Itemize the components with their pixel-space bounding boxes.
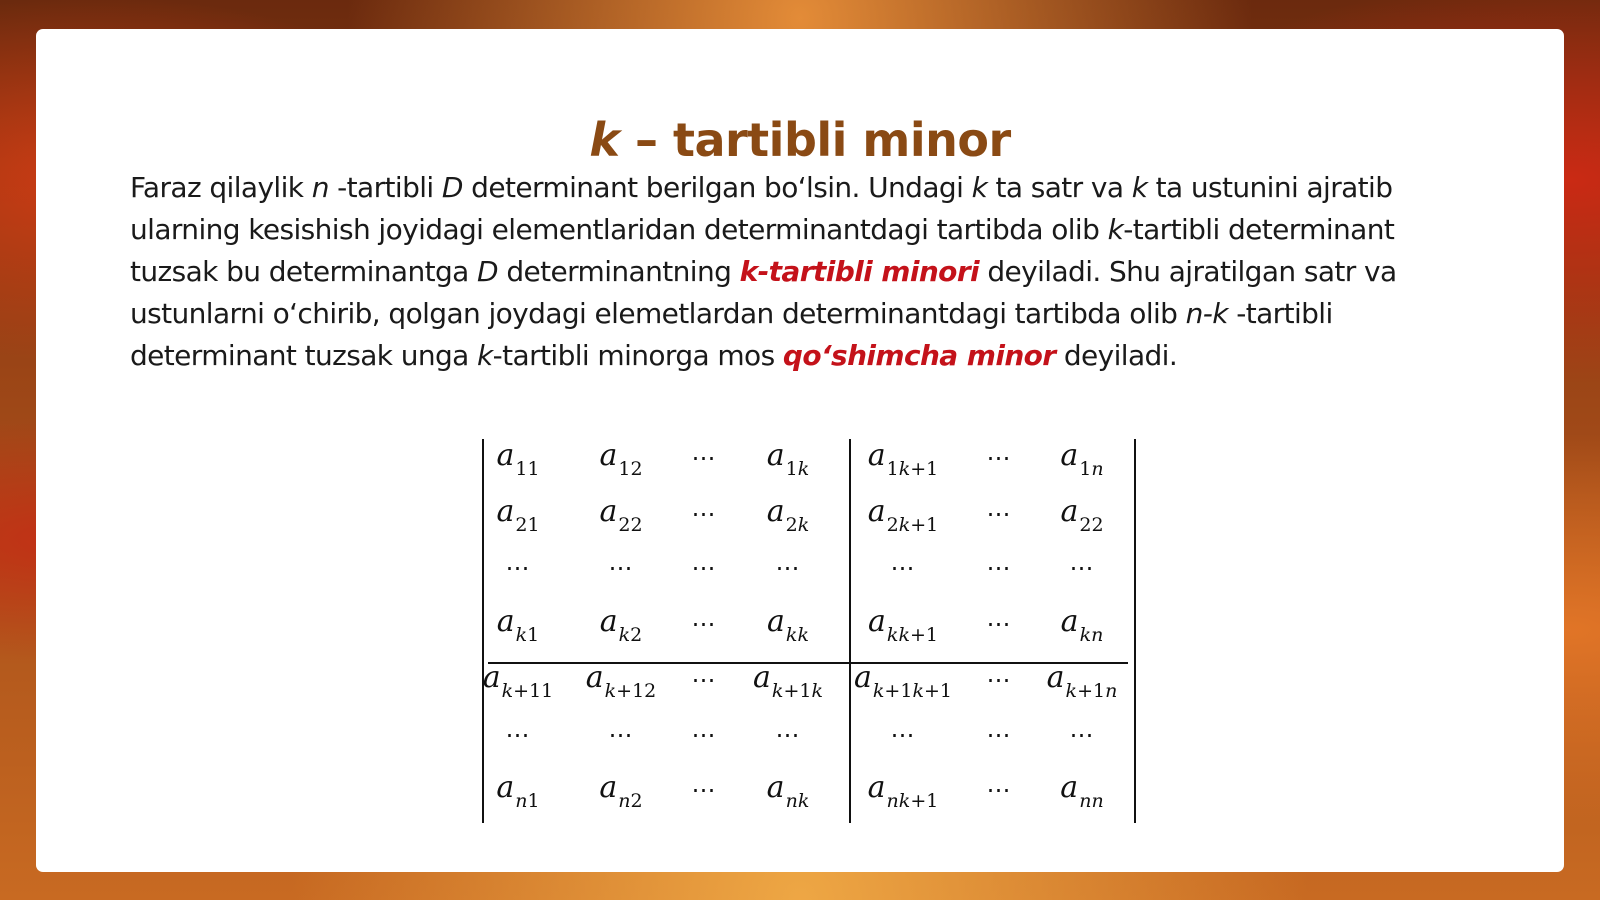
element-subscript: nk xyxy=(785,790,810,812)
element-subscript: k2 xyxy=(618,624,643,646)
slide-card xyxy=(36,29,1564,872)
element-symbol: a xyxy=(867,438,886,473)
ellipsis-cell xyxy=(776,720,801,750)
element-subscript: kk xyxy=(785,624,809,646)
determinant-right-bar xyxy=(1134,439,1136,823)
math-variable: n xyxy=(311,171,329,204)
ellipsis-cell xyxy=(692,499,717,529)
matrix-element xyxy=(867,770,939,812)
element-symbol: a xyxy=(585,660,604,695)
ellipsis-cell xyxy=(609,553,634,583)
element-symbol: ⋯ xyxy=(608,721,634,749)
element-subscript: nk+1 xyxy=(886,790,939,812)
paragraph-line xyxy=(130,209,1510,251)
minor-vertical-separator xyxy=(849,439,851,823)
element-symbol: ⋯ xyxy=(890,554,916,582)
element-subscript: k+1k xyxy=(771,680,823,702)
element-symbol: a xyxy=(496,494,515,529)
element-subscript: 2k+1 xyxy=(886,514,939,536)
element-subscript: k+1k+1 xyxy=(872,680,952,702)
paragraph-text: -tartibli xyxy=(328,171,442,204)
element-symbol: a xyxy=(599,770,618,805)
matrix-element xyxy=(854,660,952,702)
element-symbol: ⋯ xyxy=(986,666,1012,694)
math-variable: k xyxy=(1131,171,1148,204)
element-symbol: ⋯ xyxy=(691,776,717,804)
element-symbol: ⋯ xyxy=(986,444,1012,472)
paragraph-text: -tartibli xyxy=(1227,297,1333,330)
element-symbol: ⋯ xyxy=(691,610,717,638)
element-symbol: ⋯ xyxy=(691,721,717,749)
element-subscript: n2 xyxy=(618,790,643,812)
matrix-element xyxy=(585,660,657,702)
paragraph-line xyxy=(130,251,1510,293)
element-symbol: ⋯ xyxy=(775,554,801,582)
element-symbol: a xyxy=(867,494,886,529)
matrix-element xyxy=(1060,770,1104,812)
element-symbol: a xyxy=(867,770,886,805)
ellipsis-cell xyxy=(692,665,717,695)
element-symbol: a xyxy=(766,770,785,805)
element-subscript: k+11 xyxy=(501,680,554,702)
element-subscript: 11 xyxy=(515,458,540,480)
element-symbol: a xyxy=(854,660,872,695)
matrix-element xyxy=(496,604,540,646)
paragraph-text: ta satr va xyxy=(987,171,1132,204)
ellipsis-cell xyxy=(506,553,531,583)
matrix-element xyxy=(766,438,810,480)
element-subscript: 2k xyxy=(785,514,810,536)
paragraph-text: ularning kesishish joyidagi elementlaridan determinantdagi tartibda olib xyxy=(130,213,1108,246)
ellipsis-cell xyxy=(1070,720,1095,750)
matrix-element xyxy=(766,494,810,536)
ellipsis-cell xyxy=(987,720,1012,750)
paragraph-text: -tartibli determinant xyxy=(1123,213,1395,246)
ellipsis-cell xyxy=(506,720,531,750)
element-symbol: ⋯ xyxy=(986,554,1012,582)
element-symbol: a xyxy=(496,604,515,639)
ellipsis-cell xyxy=(987,443,1012,473)
matrix-element xyxy=(1060,494,1104,536)
element-subscript: 22 xyxy=(1079,514,1104,536)
element-subscript: 1n xyxy=(1079,458,1104,480)
matrix-element xyxy=(599,438,643,480)
element-symbol: a xyxy=(1060,494,1079,529)
paragraph-text: determinant tuzsak unga xyxy=(130,339,478,372)
element-symbol: ⋯ xyxy=(986,776,1012,804)
element-subscript: 1k xyxy=(785,458,810,480)
ellipsis-cell xyxy=(776,553,801,583)
element-subscript: kk+1 xyxy=(886,624,938,646)
ellipsis-cell xyxy=(1070,553,1095,583)
highlighted-term: qo‘shimcha minor xyxy=(782,339,1056,372)
matrix-element xyxy=(496,770,540,812)
paragraph-line xyxy=(130,293,1510,335)
element-symbol: a xyxy=(766,438,785,473)
determinant-matrix xyxy=(482,439,1136,823)
matrix-element xyxy=(599,494,643,536)
element-symbol: ⋯ xyxy=(1069,721,1095,749)
element-symbol: ⋯ xyxy=(505,554,531,582)
ellipsis-cell xyxy=(891,553,916,583)
element-subscript: 12 xyxy=(618,458,643,480)
element-symbol: a xyxy=(496,438,515,473)
ellipsis-cell xyxy=(891,720,916,750)
slide-title xyxy=(36,113,1564,167)
element-symbol: ⋯ xyxy=(775,721,801,749)
math-variable: k xyxy=(1107,213,1124,246)
paragraph-line xyxy=(130,335,1510,377)
paragraph-text: Faraz qilaylik xyxy=(130,171,312,204)
ellipsis-cell xyxy=(987,553,1012,583)
element-symbol: a xyxy=(868,604,886,639)
matrix-element xyxy=(1046,660,1118,702)
element-symbol: ⋯ xyxy=(691,444,717,472)
element-symbol: a xyxy=(1060,438,1079,473)
paragraph-text: tuzsak bu determinantga xyxy=(130,255,478,288)
ellipsis-cell xyxy=(987,499,1012,529)
matrix-element xyxy=(868,604,938,646)
element-symbol: a xyxy=(599,438,618,473)
element-symbol: a xyxy=(1060,770,1079,805)
matrix-element xyxy=(867,438,939,480)
element-subscript: 21 xyxy=(515,514,540,536)
math-variable: D xyxy=(477,255,499,288)
element-symbol: ⋯ xyxy=(1069,554,1095,582)
element-symbol: a xyxy=(767,604,785,639)
matrix-element xyxy=(496,494,540,536)
matrix-element xyxy=(496,438,540,480)
ellipsis-cell xyxy=(987,775,1012,805)
element-symbol: a xyxy=(599,494,618,529)
element-symbol: ⋯ xyxy=(608,554,634,582)
element-symbol: a xyxy=(482,660,501,695)
matrix-element xyxy=(766,770,810,812)
paragraph-text: ustunlarni o‘chirib, qolgan joydagi elemetlardan determinantdagi tartibda olib xyxy=(130,297,1186,330)
matrix-element xyxy=(599,770,643,812)
matrix-element xyxy=(1060,604,1104,646)
math-variable: k xyxy=(971,171,988,204)
paragraph-text: determinant berilgan bo‘lsin. Undagi xyxy=(462,171,972,204)
element-symbol: a xyxy=(753,660,771,695)
element-symbol: ⋯ xyxy=(691,666,717,694)
element-subscript: 22 xyxy=(618,514,643,536)
element-subscript: kn xyxy=(1079,624,1104,646)
ellipsis-cell xyxy=(987,665,1012,695)
matrix-element xyxy=(482,660,554,702)
element-symbol: a xyxy=(599,604,618,639)
definition-paragraph xyxy=(130,167,1510,377)
element-symbol: ⋯ xyxy=(890,721,916,749)
highlighted-term: k-tartibli minori xyxy=(739,255,980,288)
element-subscript: nn xyxy=(1079,790,1104,812)
element-symbol: ⋯ xyxy=(691,500,717,528)
ellipsis-cell xyxy=(692,609,717,639)
math-variable: n-k xyxy=(1185,297,1228,330)
ellipsis-cell xyxy=(609,720,634,750)
element-subscript: 1k+1 xyxy=(886,458,939,480)
paragraph-text: ta ustunini ajratib xyxy=(1147,171,1393,204)
ellipsis-cell xyxy=(692,553,717,583)
element-symbol: ⋯ xyxy=(986,610,1012,638)
element-symbol: ⋯ xyxy=(986,721,1012,749)
paragraph-text: -tartibli minorga mos xyxy=(492,339,783,372)
determinant-left-bar xyxy=(482,439,484,823)
element-symbol: ⋯ xyxy=(691,554,717,582)
paragraph-text: deyiladi. Shu ajratilgan satr va xyxy=(979,255,1397,288)
title-text: – tartibli minor xyxy=(619,113,1011,167)
element-subscript: k+12 xyxy=(604,680,657,702)
ellipsis-cell xyxy=(692,720,717,750)
element-subscript: k1 xyxy=(515,624,540,646)
element-symbol: ⋯ xyxy=(986,500,1012,528)
paragraph-text: determinantning xyxy=(498,255,740,288)
element-symbol: a xyxy=(1046,660,1065,695)
math-variable: k xyxy=(477,339,493,372)
ellipsis-cell xyxy=(692,775,717,805)
element-symbol: ⋯ xyxy=(505,721,531,749)
element-subscript: k+1n xyxy=(1065,680,1118,702)
paragraph-text: deyiladi. xyxy=(1055,339,1178,372)
matrix-element xyxy=(867,494,939,536)
title-variable: k xyxy=(589,113,620,167)
element-symbol: a xyxy=(496,770,515,805)
paragraph-line xyxy=(130,167,1510,209)
matrix-element xyxy=(1060,438,1104,480)
math-variable: D xyxy=(441,171,463,204)
element-subscript: n1 xyxy=(515,790,540,812)
matrix-element xyxy=(599,604,643,646)
matrix-element xyxy=(753,660,823,702)
ellipsis-cell xyxy=(692,443,717,473)
matrix-element xyxy=(767,604,809,646)
element-symbol: a xyxy=(766,494,785,529)
ellipsis-cell xyxy=(987,609,1012,639)
element-symbol: a xyxy=(1060,604,1079,639)
